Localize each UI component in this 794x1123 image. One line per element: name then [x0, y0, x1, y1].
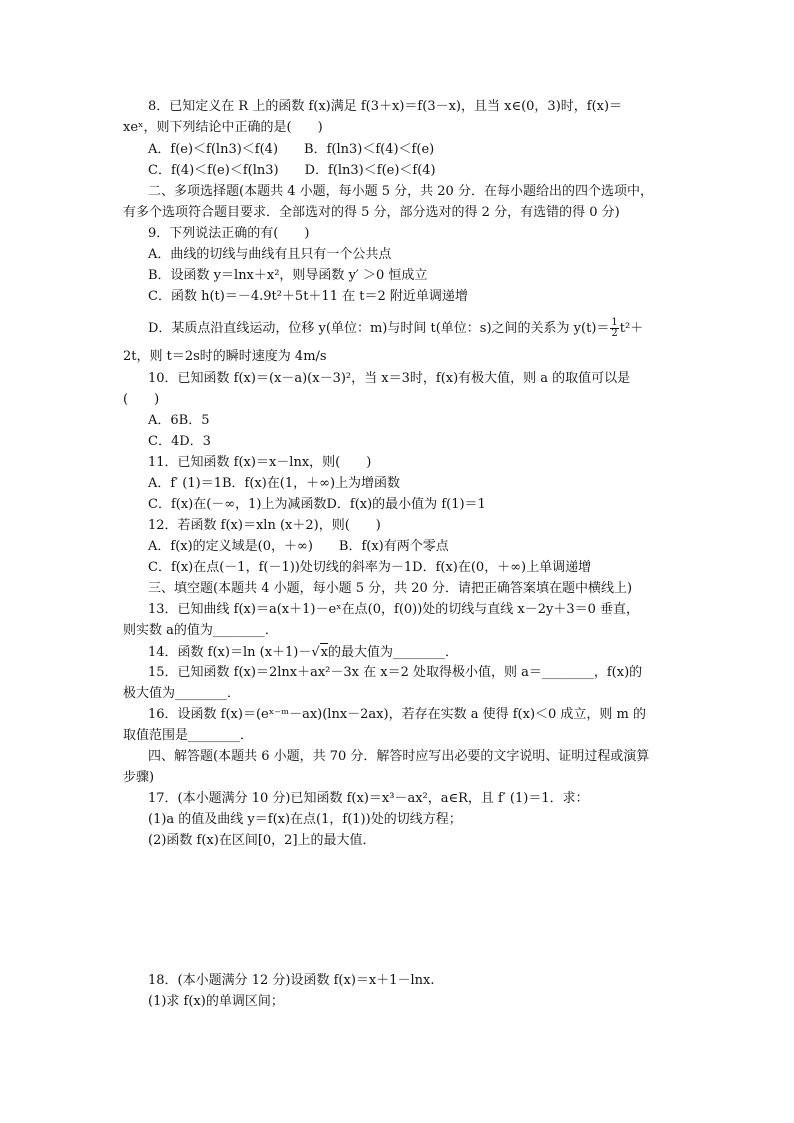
q15-stem-cont: 极大值为________．: [123, 686, 241, 701]
q12-stem: 12．若函数 f(x)＝xln (x＋2)，则( ): [148, 518, 381, 533]
fraction-one-half: [610, 318, 618, 339]
q15-stem: 15．已知函数 f(x)＝2lnx＋ax²－3x 在 x＝2 处取得极小值，则 a＝________，f(x)的: [148, 665, 643, 680]
q9-option-d-tail: t²＋: [619, 321, 644, 336]
q18-stem: 18．(本小题满分 12 分)设函数 f(x)＝x＋1－lnx.: [148, 973, 435, 988]
section-2-heading-cont: 有多个选项符合题目要求．全部选对的得 5 分，部分选对的得 2 分，有选错的得 0 分): [123, 205, 620, 220]
q10-options-cd: C．4D．3: [148, 434, 211, 449]
section-2-heading: 二、多项选择题(本题共 4 小题，每小题 5 分，共 20 分．在每小题给出的四个选项中，: [148, 184, 653, 199]
q9-option-d-cont: 2t，则 t＝2s时的瞬时速度为 4m/s: [123, 349, 327, 364]
q10-options-ab: A．6B．5: [148, 413, 210, 428]
q11-options-ab: A．f′ (1)＝1B．f(x)在(1，＋∞)上为增函数: [148, 476, 401, 491]
sqrt-radicand: x: [320, 645, 329, 660]
fraction-denominator: 2: [611, 328, 618, 339]
q14-text: 14．函数 f(x)＝ln (x＋1)－: [148, 645, 312, 660]
q16-stem: 16．设函数 f(x)＝(eˣ⁻ᵐ－ax)(lnx－2ax)，若存在实数 a 使得 f(x)＜0 成立，则 m 的: [148, 707, 647, 722]
q9-option-b: B．设函数 y＝lnx＋x²，则导函数 y′ ＞0 恒成立: [148, 268, 428, 283]
sqrt-sign: √: [311, 645, 320, 660]
section-4-heading: 四、解答题(本题共 6 小题，共 70 分．解答时应写出必要的文字说明、证明过程或演算: [148, 749, 650, 764]
q9-stem: 9．下列说法正确的有( ): [148, 226, 310, 241]
q8-stem: 8．已知定义在 R 上的函数 f(x)满足 f(3＋x)＝f(3－x)，且当 x∈(0，3)时，f(x)＝: [148, 99, 623, 114]
q16-stem-cont: 取值范围是________．: [123, 728, 254, 743]
q9-option-a: A．曲线的切线与曲线有且只有一个公共点: [148, 247, 392, 262]
q12-options-cd: C．f(x)在点(－1，f(－1))处切线的斜率为－1D．f(x)在(0，＋∞)上单调递增: [148, 560, 592, 575]
q12-options-ab: A．f(x)的定义域是(0，＋∞) B．f(x)有两个零点: [148, 539, 449, 554]
q8-options-ab: A．f(e)＜f(ln3)＜f(4) B．f(ln3)＜f(4)＜f(e): [148, 142, 435, 157]
q11-stem: 11．已知函数 f(x)＝x－lnx，则( ): [148, 455, 372, 470]
q11-options-cd: C．f(x)在(－∞，1)上为减函数D．f(x)的最小值为 f(1)＝1: [148, 497, 486, 512]
q17-part-2: (2)函数 f(x)在区间[0，2]上的最大值．: [148, 833, 376, 848]
q10-stem-cont: ( ): [123, 392, 160, 407]
q13-stem: 13．已知曲线 f(x)＝a(x＋1)－eˣ在点(0，f(0))处的切线与直线 x－2y＋3＝0 垂直，: [148, 602, 640, 617]
q9-option-d-text: D．某质点沿直线运动，位移 y(单位：m)与时间 t(单位：s)之间的关系为 y(t)＝: [148, 321, 610, 336]
q18-part-1: (1)求 f(x)的单调区间；: [148, 994, 284, 1009]
q17-stem: 17．(本小题满分 10 分)已知函数 f(x)＝x³－ax²，a∈R，且 f′ (1)＝1．求：: [148, 791, 589, 806]
q9-option-c: C．函数 h(t)＝－4.9t²＋5t＋11 在 t＝2 附近单调递增: [148, 289, 468, 304]
q14-stem: [0, 643, 794, 661]
q8-stem-cont: xeˣ，则下列结论中正确的是( ): [123, 120, 323, 135]
q8-options-cd: C．f(4)＜f(e)＜f(ln3) D．f(ln3)＜f(e)＜f(4): [148, 163, 436, 178]
q10-stem: 10．已知函数 f(x)＝(x－a)(x－3)²，当 x＝3时，f(x)有极大值，则 a 的取值可以是: [148, 371, 631, 386]
q9-option-d: [0, 318, 794, 339]
fraction-numerator: 1: [611, 317, 618, 328]
q14-tail: 的最大值为________．: [328, 645, 459, 660]
q13-stem-cont: 则实数 a的值为________．: [123, 623, 278, 638]
section-3-heading: 三、填空题(本题共 4 小题，每小题 5 分，共 20 分．请把正确答案填在题中横线上): [148, 581, 633, 596]
section-4-heading-cont: 步骤): [123, 770, 155, 785]
q17-part-1: (1)a 的值及曲线 y＝f(x)在点(1，f(1))处的切线方程；: [148, 812, 462, 827]
